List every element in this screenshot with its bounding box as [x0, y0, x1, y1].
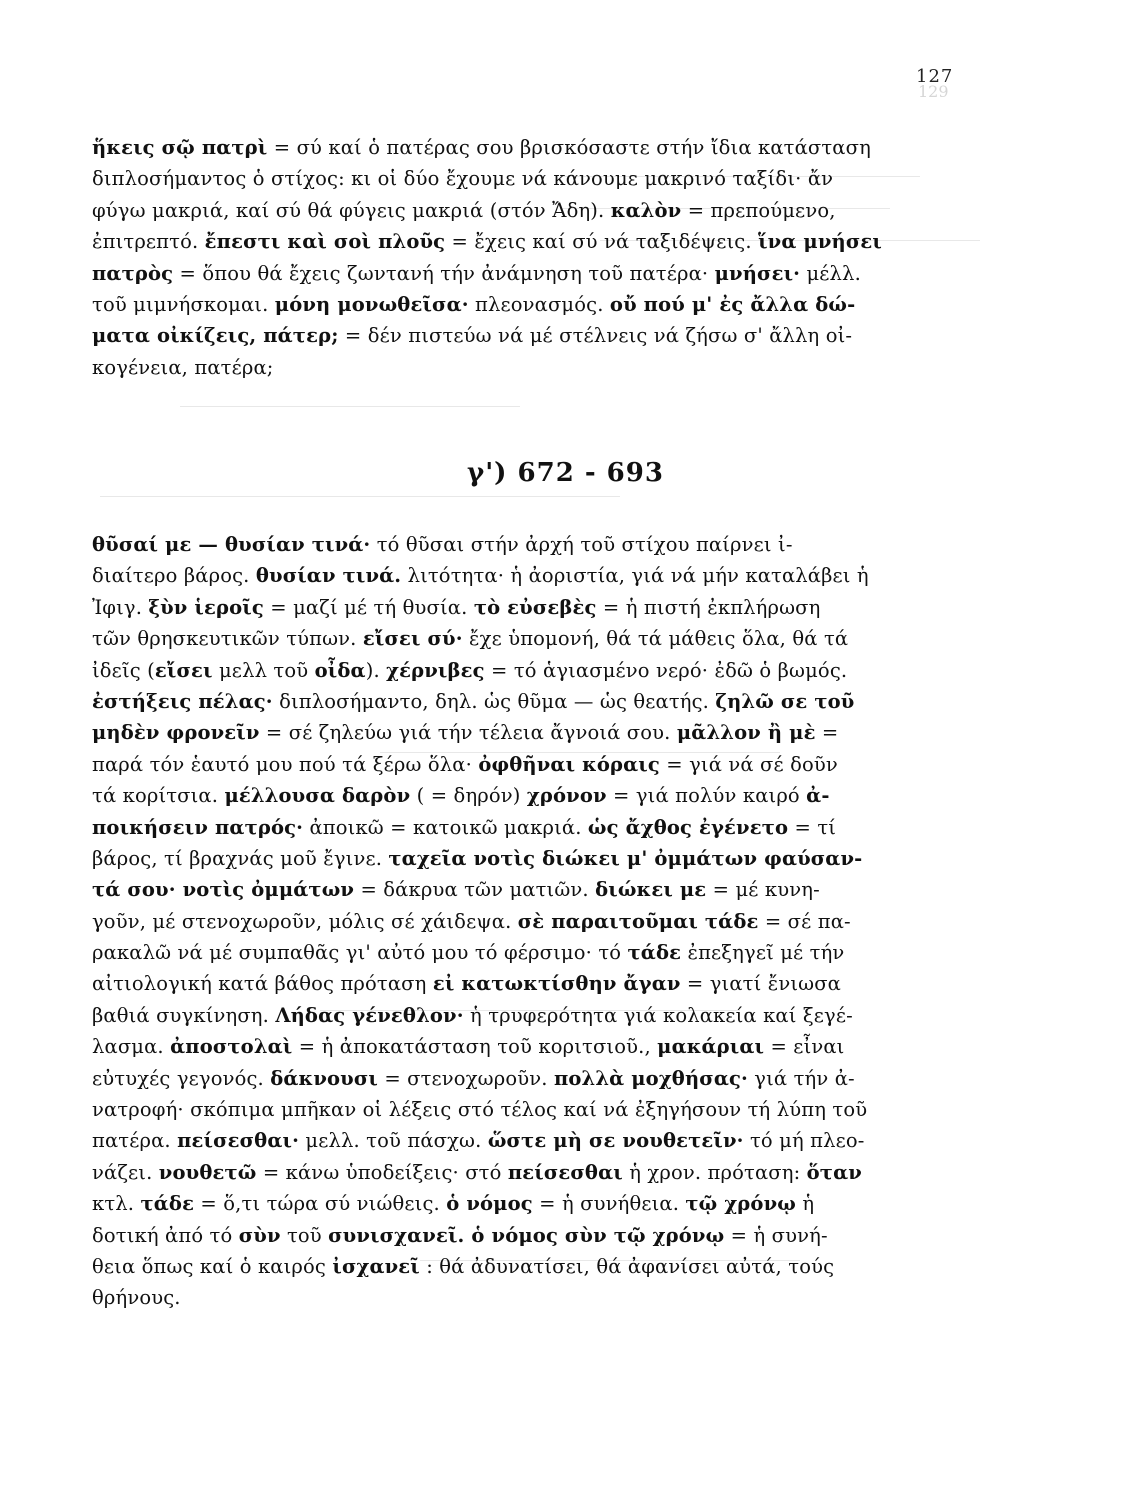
- lemma-term: θυσίαν τινά.: [255, 564, 402, 588]
- gloss-text: τῶν θρησκευτικῶν τύπων.: [92, 627, 363, 651]
- lemma-term: ἥκεις σῷ πατρὶ: [92, 136, 268, 159]
- text-line: [92, 195, 957, 226]
- text-line: [92, 780, 957, 811]
- gloss-text: λιτότητα· ἡ ἀοριστία, γιά νά μήν καταλάβει ἡ: [401, 564, 869, 588]
- text-line: [92, 686, 957, 717]
- gloss-text: θρήνους.: [92, 1286, 181, 1310]
- lemma-term: οἶδα: [314, 658, 366, 682]
- text-line: [92, 937, 957, 968]
- gloss-text: = εἶναι: [764, 1035, 845, 1059]
- gloss-text: ἔχε ὑπομονή, θά τά μάθεις ὅλα, θά τά: [462, 627, 849, 651]
- lemma-term: πολλὰ μοχθήσας·: [553, 1066, 748, 1090]
- lemma-term: μέλλουσα δαρὸν: [224, 784, 411, 808]
- lemma-term: τὸ εὐσεβὲς: [473, 595, 597, 619]
- lemma-term: ξὺν ἱεροῖς: [148, 595, 264, 619]
- text-line: [92, 352, 957, 383]
- lemma-term: τάδε: [627, 941, 682, 965]
- lemma-term: μηδὲν φρονεῖν: [92, 721, 260, 745]
- gloss-text: αἰτιολογική κατά βάθος πρόταση: [92, 972, 433, 996]
- gloss-text: γιά τήν ἀ-: [747, 1066, 855, 1090]
- lemma-term: νουθετῶ: [158, 1160, 257, 1184]
- lemma-term: ὀφθῆναι κόραις: [478, 752, 660, 776]
- lemma-term: πείσεσθαι: [507, 1160, 623, 1184]
- lemma-term: ματα οἰκίζεις, πάτερ;: [92, 324, 339, 348]
- page-number: 127: [916, 66, 954, 87]
- lemma-term: καλὸν: [610, 198, 682, 222]
- gloss-text: εὐτυχές γεγονός.: [92, 1066, 271, 1090]
- gloss-text: ἀποικῶ = κατοικῶ μακριά.: [303, 815, 588, 839]
- lemma-term: ἀποστολαὶ: [170, 1035, 293, 1059]
- text-line: [92, 812, 957, 843]
- gloss-text: παρά τόν ἑαυτό μου πού τά ξέρω ὅλα·: [92, 752, 479, 776]
- gloss-text: τό μή πλεο-: [743, 1129, 865, 1153]
- text-line: [92, 968, 957, 999]
- text-line: [92, 843, 957, 874]
- text-line: [92, 1125, 957, 1156]
- text-line: [92, 320, 957, 351]
- gloss-text: ἡ χρον. πρόταση:: [622, 1160, 807, 1184]
- lemma-term: ἀ-: [806, 784, 830, 808]
- lemma-term: ἰσχανεῖ: [332, 1254, 420, 1278]
- lemma-term: πατρὸς: [92, 261, 174, 285]
- lemma-term: τά σου· νοτὶς ὀμμάτων: [92, 878, 355, 902]
- gloss-text: = κάνω ὑποδείξεις· στό: [256, 1160, 508, 1184]
- lemma-term: τῷ χρόνῳ: [685, 1192, 796, 1216]
- commentary-paragraph-2: [92, 529, 957, 1314]
- gloss-text: = δάκρυα τῶν ματιῶν.: [354, 878, 596, 902]
- gloss-text: = σύ καί ὁ πατέρας σου βρισκόσαστε στήν ἴδια κατάσταση: [267, 136, 871, 159]
- gloss-text: μελλ τοῦ: [212, 658, 315, 682]
- bleed-through-page-number: 129: [918, 82, 949, 101]
- text-line: [92, 163, 957, 194]
- text-line: [92, 749, 957, 780]
- lemma-term: διώκει με: [595, 878, 707, 902]
- gloss-text: γοῦν, μέ στενοχωροῦν, μόλις σέ χάιδεψα.: [92, 909, 518, 933]
- gloss-text: ρακαλῶ νά μέ συμπαθᾶς γι' αὐτό μου τό φέρσιμο· τό: [92, 941, 628, 965]
- text-line: [92, 1157, 957, 1188]
- gloss-text: = μαζί μέ τή θυσία.: [263, 595, 474, 619]
- lemma-term: ἐστήξεις πέλας·: [92, 689, 273, 713]
- gloss-text: = ἡ συνή-: [724, 1223, 828, 1247]
- text-line: [92, 623, 957, 654]
- text-line: [92, 258, 957, 289]
- gloss-text: = τό ἁγιασμένο νερό· ἐδῶ ὁ βωμός.: [484, 658, 848, 682]
- section-heading: γ') 672 - 693: [467, 458, 664, 488]
- gloss-text: = σέ ζηλεύω γιά τήν τέλεια ἄγνοιά σου.: [259, 721, 677, 745]
- lemma-term: μνήσει·: [714, 261, 801, 285]
- lemma-term: χέρνιβες: [386, 658, 485, 682]
- lemma-term: ὥστε μὴ σε νουθετεῖν·: [487, 1129, 744, 1153]
- lemma-term: θῦσαί με — θυσίαν τινά·: [92, 533, 371, 556]
- lemma-term: οὔ πού μ' ἐς ἄλλα δώ-: [609, 292, 856, 316]
- gloss-text: Ἰφιγ.: [92, 595, 149, 619]
- gloss-text: ἰδεῖς (: [92, 658, 155, 682]
- gloss-text: πλεονασμός.: [468, 292, 610, 316]
- gloss-text: ἡ: [795, 1192, 815, 1216]
- gloss-text: = ἡ συνήθεια.: [532, 1192, 686, 1216]
- text-line: [92, 132, 957, 163]
- lemma-term: Λήδας γένεθλον·: [275, 1003, 464, 1027]
- lemma-term: ἵνα μνήσει: [758, 230, 882, 254]
- text-line: [92, 1031, 957, 1062]
- gloss-text: βαθιά συγκίνηση.: [92, 1003, 276, 1027]
- lemma-term: εἴσει σύ·: [362, 627, 463, 651]
- gloss-text: φύγω μακριά, καί σύ θά φύγεις μακριά (στόν Ἄδη).: [92, 198, 611, 222]
- gloss-text: μελλ. τοῦ πάσχω.: [299, 1129, 488, 1153]
- gloss-text: δοτική ἀπό τό: [92, 1223, 239, 1247]
- gloss-text: ( = δηρόν): [410, 784, 527, 808]
- gloss-text: τοῦ μιμνήσκομαι.: [92, 292, 275, 316]
- gloss-text: ἐπιτρεπτό.: [92, 230, 205, 254]
- lemma-term: δάκνουσι: [270, 1066, 378, 1090]
- lemma-term: εἴσει: [154, 658, 213, 682]
- text-line: [92, 226, 957, 257]
- gloss-text: τό θῦσαι στήν ἀρχή τοῦ στίχου παίρνει ἰ-: [370, 533, 793, 556]
- text-line: [92, 1188, 957, 1219]
- gloss-text: = ὅπου θά ἔχεις ζωντανή τήν ἀνάμνηση τοῦ πατέρα·: [173, 261, 715, 285]
- gloss-text: = ἡ πιστή ἐκπλήρωση: [596, 595, 821, 619]
- gloss-text: κογένεια, πατέρα;: [92, 355, 274, 379]
- gloss-text: τοῦ: [280, 1223, 329, 1247]
- text-line: [92, 1063, 957, 1094]
- lemma-term: ἔπεστι καὶ σοὶ πλοῦς: [204, 230, 446, 254]
- gloss-text: τά κορίτσια.: [92, 784, 225, 808]
- text-line: [92, 874, 957, 905]
- lemma-term: μᾶλλον ἢ μὲ: [676, 721, 816, 745]
- lemma-term: πείσεσθαι·: [177, 1129, 300, 1153]
- gloss-text: = γιά πολύν καιρό: [606, 784, 807, 808]
- lemma-term: ὡς ἄχθος ἐγένετο: [587, 815, 789, 839]
- gloss-text: διαίτερο βάρος.: [92, 564, 256, 588]
- text-line: [92, 655, 957, 686]
- lemma-term: ὁ νόμος: [446, 1192, 533, 1216]
- gloss-text: = πρεπούμενο,: [681, 198, 836, 222]
- gloss-text: κτλ.: [92, 1192, 141, 1216]
- lemma-term: εἰ κατωκτίσθην ἄγαν: [432, 972, 681, 996]
- lemma-term: ταχεῖα νοτὶς διώκει μ' ὀμμάτων φαύσαν-: [388, 846, 863, 870]
- text-line: [92, 560, 957, 591]
- gloss-text: =: [815, 721, 839, 745]
- gloss-text: = σέ πα-: [758, 909, 851, 933]
- gloss-text: = ἔχεις καί σύ νά ταξιδέψεις.: [445, 230, 759, 254]
- gloss-text: θεια ὅπως καί ὁ καιρός: [92, 1254, 333, 1278]
- lemma-term: συνισχανεῖ. ὁ νόμος σὺν τῷ χρόνῳ: [328, 1223, 725, 1247]
- gloss-text: = τί: [788, 815, 837, 839]
- lemma-term: μακάριαι: [657, 1035, 765, 1059]
- gloss-text: ἡ τρυφερότητα γιά κολακεία καί ξεγέ-: [463, 1003, 853, 1027]
- text-line: [92, 906, 957, 937]
- text-line: [92, 1000, 957, 1031]
- text-line: [92, 1251, 957, 1282]
- text-line: [92, 717, 957, 748]
- gloss-text: = μέ κυνη-: [706, 878, 820, 902]
- commentary-paragraph-1: [92, 132, 957, 383]
- gloss-text: = στενοχωροῦν.: [377, 1066, 554, 1090]
- gloss-text: = γιατί ἔνιωσα: [680, 972, 841, 996]
- gloss-text: = γιά νά σέ δοῦν: [659, 752, 838, 776]
- gloss-text: = ἡ ἀποκατάσταση τοῦ κοριτσιοῦ.,: [292, 1035, 658, 1059]
- text-line: [92, 529, 957, 560]
- lemma-term: σὲ παραιτοῦμαι τάδε: [517, 909, 759, 933]
- gloss-text: βάρος, τί βραχνάς μοῦ ἔγινε.: [92, 846, 389, 870]
- text-line: [92, 1094, 957, 1125]
- gloss-text: = ὅ,τι τώρα σύ νιώθεις.: [194, 1192, 447, 1216]
- gloss-text: = δέν πιστεύω νά μέ στέλνεις νά ζήσω σ' ἄλλη οἰ-: [338, 324, 853, 348]
- gloss-text: νατροφή· σκόπιμα μπῆκαν οἱ λέξεις στό τέλος καί νά ἐξηγήσουν τή λύπη τοῦ: [92, 1098, 868, 1122]
- lemma-term: ποικήσειν πατρός·: [92, 815, 304, 839]
- text-line: [92, 1282, 957, 1313]
- lemma-term: χρόνον: [526, 784, 607, 808]
- lemma-term: ζηλῶ σε τοῦ: [715, 689, 855, 713]
- text-line: [92, 289, 957, 320]
- lemma-term: μόνη μονωθεῖσα·: [274, 292, 469, 316]
- gloss-text: διπλοσήμαντο, δηλ. ὡς θῦμα — ὡς θεατής.: [272, 689, 716, 713]
- gloss-text: πατέρα.: [92, 1129, 178, 1153]
- text-line: [92, 592, 957, 623]
- gloss-text: λασμα.: [92, 1035, 171, 1059]
- lemma-term: σὺν: [238, 1223, 281, 1247]
- gloss-text: ).: [365, 658, 387, 682]
- text-line: [92, 1220, 957, 1251]
- gloss-text: ἐπεξηγεῖ μέ τήν: [681, 941, 845, 965]
- gloss-text: : θά ἀδυνατίσει, θά ἀφανίσει αὐτά, τούς: [419, 1254, 835, 1278]
- gloss-text: μέλλ.: [800, 261, 861, 285]
- gloss-text: διπλοσήμαντος ὁ στίχος: κι οἱ δύο ἔχουμε νά κάνουμε μακρινό ταξίδι· ἄν: [92, 167, 834, 191]
- gloss-text: νάζει.: [92, 1160, 159, 1184]
- lemma-term: ὅταν: [806, 1160, 862, 1184]
- lemma-term: τάδε: [140, 1192, 195, 1216]
